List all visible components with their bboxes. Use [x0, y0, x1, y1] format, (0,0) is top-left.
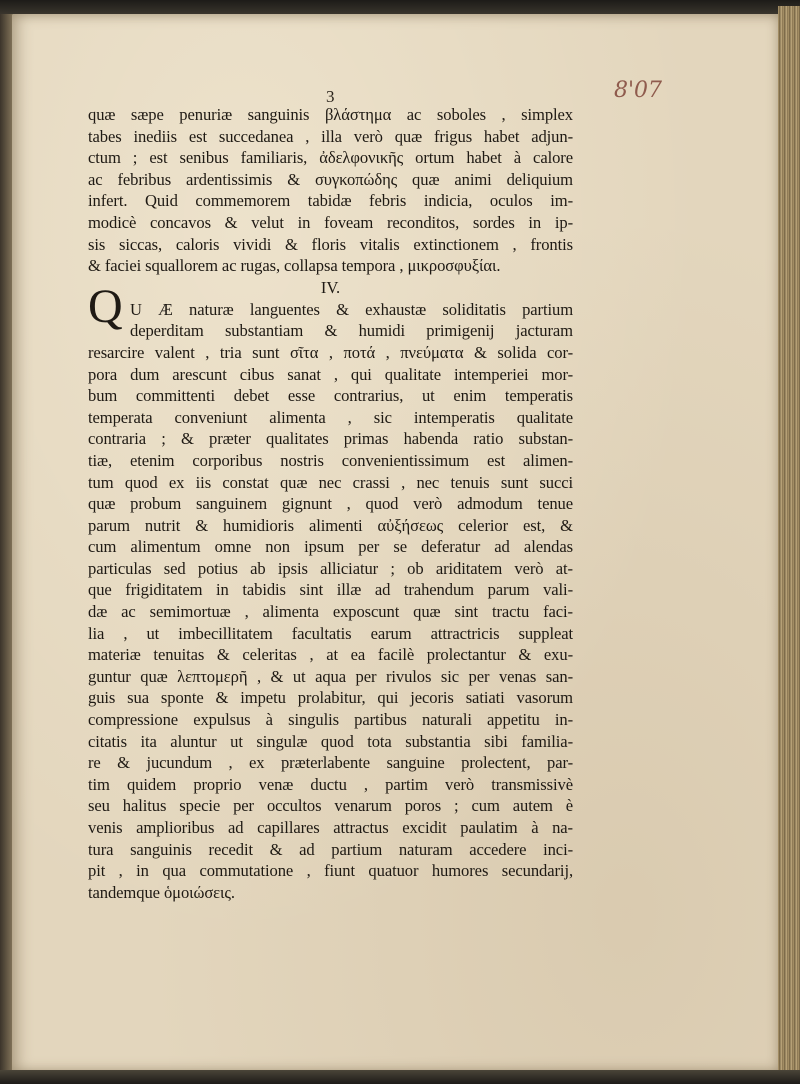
text-line: particulas sed potius ab ipsis alliciatur ; ob ariditatem verò at-: [88, 558, 573, 578]
page-number: 3: [326, 87, 335, 106]
text-line: seu halitus specie per occultos venarum poros ; cum autem è: [88, 796, 573, 816]
text-line: ac febribus ardentissimis & συγκοπώδης quæ animi deliquium: [88, 169, 573, 189]
text-line: & faciei squallorem ac rugas, collapsa tempora , μικροσφυξίαι.: [88, 256, 501, 276]
text-line: tum quod ex iis constat quæ nec crassi , nec tenuis sunt succi: [88, 472, 573, 492]
text-line: citatis ita aluntur ut singulæ quod tota substantia sibi familia-: [88, 731, 573, 751]
text-line: tandemque ὁμοιώσεις.: [88, 882, 235, 902]
text-line: re & jucundum , ex præterlabente sanguine prolectent, par-: [88, 753, 573, 773]
text-line: lia , ut imbecillitatem facultatis earum attractricis suppleat: [88, 623, 573, 643]
text-line: cum alimentum omne non ipsum per se deferatur ad alendas: [88, 537, 573, 557]
text-line: compressione expulsus à singulis partibus naturali appetitu in-: [88, 710, 573, 730]
handwritten-annotation: 8'07: [614, 78, 663, 103]
text-line: infert. Quid commemorem tabidæ febris indicia, oculos im-: [88, 191, 573, 211]
page-stack-edge: [778, 6, 800, 1076]
text-line: pit , in qua commutatione , fiunt quatuor humores secundarij,: [88, 861, 573, 881]
text-line: guis sua sponte & impetu prolabitur, qui jecoris satiati vasorum: [88, 688, 573, 708]
text-line: contraria ; & præter qualitates primas habenda ratio substan-: [88, 429, 573, 449]
text-line: quæ probum sanguinem gignunt , quod verò admodum tenue: [88, 494, 573, 514]
text-line: tura sanguinis recedit & ad partium naturam accedere inci-: [88, 839, 573, 859]
text-line: bum committenti debet esse contrarius, ut enim temperatis: [88, 386, 573, 406]
section-heading: IV.: [320, 277, 341, 297]
text-line: U Æ naturæ languentes & exhaustæ soliditatis partium: [130, 299, 573, 319]
text-line: tiæ, etenim corporibus nostris convenientissimum est alimen-: [88, 450, 573, 470]
body-text: [88, 104, 573, 903]
text-line: venis amplioribus ad capillares attractus excidit paulatim à na-: [88, 818, 573, 837]
text-line: guntur quæ λεπτομερῆ , & ut aqua per rivulos sic per venas san-: [88, 666, 573, 686]
text-line: ctum ; est senibus familiaris, ἀδελφονικῆς ortum habet à calore: [88, 148, 573, 168]
text-line: quæ sæpe penuriæ sanguinis βλάστημα ac soboles , simplex: [88, 105, 573, 124]
scan-background-bottom: [0, 1070, 800, 1084]
text-line: tabes inediis est succedanea , illa verò quæ frigus habet adjun-: [88, 126, 573, 146]
text-line: modicè concavos & velut in foveam reconditos, sordes in ip-: [88, 212, 573, 232]
text-line: resarcire valent , tria sunt σῖτα , ποτά , πνεύματα & solida cor-: [88, 342, 573, 362]
text-line: parum nutrit & humidioris alimenti αὐξήσεως celerior est, &: [88, 515, 573, 535]
text-line: materiæ tenuitas & celeritas , at ea facilè prolectantur & exu-: [88, 645, 573, 665]
paragraph-after: [88, 299, 573, 904]
text-line: deperditam substantiam & humidi primigenij jacturam: [130, 321, 573, 341]
text-line: dæ ac semimortuæ , alimenta exposcunt quæ sint tractu faci-: [88, 602, 573, 622]
drop-cap: Q: [88, 280, 123, 333]
text-line: temperata conveniunt alimenta , sic intemperatis qualitate: [88, 407, 573, 427]
paragraph-before: [88, 104, 573, 277]
text-line: sis siccas, caloris vividi & floris vitalis extinctionem , frontis: [88, 234, 573, 254]
text-line: tim quidem proprio venæ ductu , partim verò transmissivè: [88, 774, 573, 794]
text-line: pora dum arescunt cibus sanat , qui qualitate intemperiei mor-: [88, 364, 573, 384]
text-line: que frigiditatem in tabidis sint illæ ad trahendum parum vali-: [88, 580, 573, 600]
